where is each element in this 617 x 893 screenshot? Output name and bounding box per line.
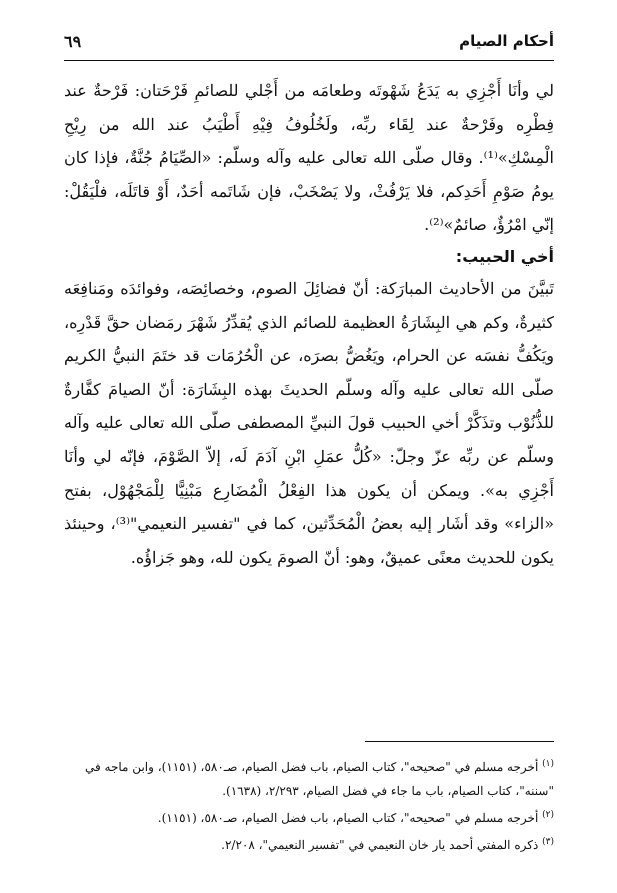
paragraph: لي وأنَا أَجْزِي به يَدَعُ شَهْوتَه وطعامَه من أَجْلي للصائمِ فَرْحَتان: فَرْحةٌ عند فِطْرِه وفَرْحةٌ عند لِقَاء ربِّه، ولَخُلُوفُ فِيْهِ أَطْيَبُ عند الله من رِيْحِ الْمِسْكِ»⁽¹⁾. وقال صلّى الله تعالى عليه وآله وسلّم: «الصِّيَامُ جُنَّةٌ، فإذا كان يومُ صَوْمِ أَحَدِكم، فلا يَرْفُثْ، ولا يَصْخَبْ، فإن شَاتَمه أحَدٌ، أَوْ قاتَلَه، فلْيَقُلْ: إنّي امْرُؤٌ، صائمٌ»⁽²⁾. (64, 81, 554, 235)
main-text (64, 74, 554, 574)
footnote-text: أخرجه مسلم في "صحيحه"، كتاب الصيام، باب فضل الصيام، صـ٥٨٠، (١١٥١). (157, 811, 539, 825)
footnote-text: أخرجه مسلم في "صحيحه"، كتاب الصيام، باب فضل الصيام، صـ٥٨٠، (١١٥١)، وابن ماجه في "سننه"، كتاب الصيام، باب ما جاء في فضل الصيام، ٢/٢٩٣، (١٦٣٨). (85, 760, 554, 798)
page-number: ٦٩ (64, 32, 82, 51)
footnote (64, 830, 554, 857)
running-title: أحكام الصيام (459, 32, 554, 50)
footnote-marker: (١) (542, 759, 554, 769)
footnote (64, 752, 554, 803)
footnote-text: ذكره المفتي أحمد يار خان النعيمي في "تفسير النعيمي"، ٢/٢٠٨. (221, 838, 539, 852)
footnotes (64, 752, 554, 857)
paragraph: تَبيَّنَ من الأحاديث المبارَكة: أنّ فضائِلَ الصوم، وخصائِصَه، وفوائدَه ومَنافِعَه كثيرةٌ، وكم هي البِشَارَةُ العظيمة للصائم الذي يُقدِّرُ شَهْرَ رمَضان حقَّ قَدْرِه، ويَكُفُّ نفسَه عن الحرام، ويَغُضُّ بصرَه، عن الْحُرُمَات قد ختَمَ النبيُّ الكريم صلّى الله تعالى عليه وآله وسلّم الحديثَ بهذه البِشَارَة: أنّ الصيامَ كفَّارةٌ للذُّنُوْب وتذَكَّرْ أخي الحبيب قولَ النبيِّ المصطفى صلّى الله تعالى عليه وآله وسلّم عن ربِّه عزّ وجلّ: «كُلُّ عمَلِ ابْنِ آدَمَ لَه، إلاّ الصَّوْمَ، فإنّه لي وأنَا أَجْزِي به». ويمكن أن يكون هذا الفِعْلُ الْمُضَارِع مَبْنِيًّا لِلْمَجْهُوْل، بفتح «الزاء» وقد أشَار إليه بعضُ الْمُحَدِّثين، كما في "تفسير النعيمي"⁽³⁾، وحينئذ يكون للحديث معنًى عميقٌ، وهو: أنّ الصومَ يكون لله، وهو جَزاؤُه. (64, 278, 555, 567)
page-header (64, 28, 554, 58)
footnote-marker: (٣) (542, 837, 554, 847)
footnote-rule (365, 741, 554, 742)
header-rule (64, 60, 554, 61)
section-heading: أخي الحبيب: (455, 246, 554, 266)
footnote-marker: (٢) (542, 810, 554, 820)
footnote (64, 803, 554, 830)
